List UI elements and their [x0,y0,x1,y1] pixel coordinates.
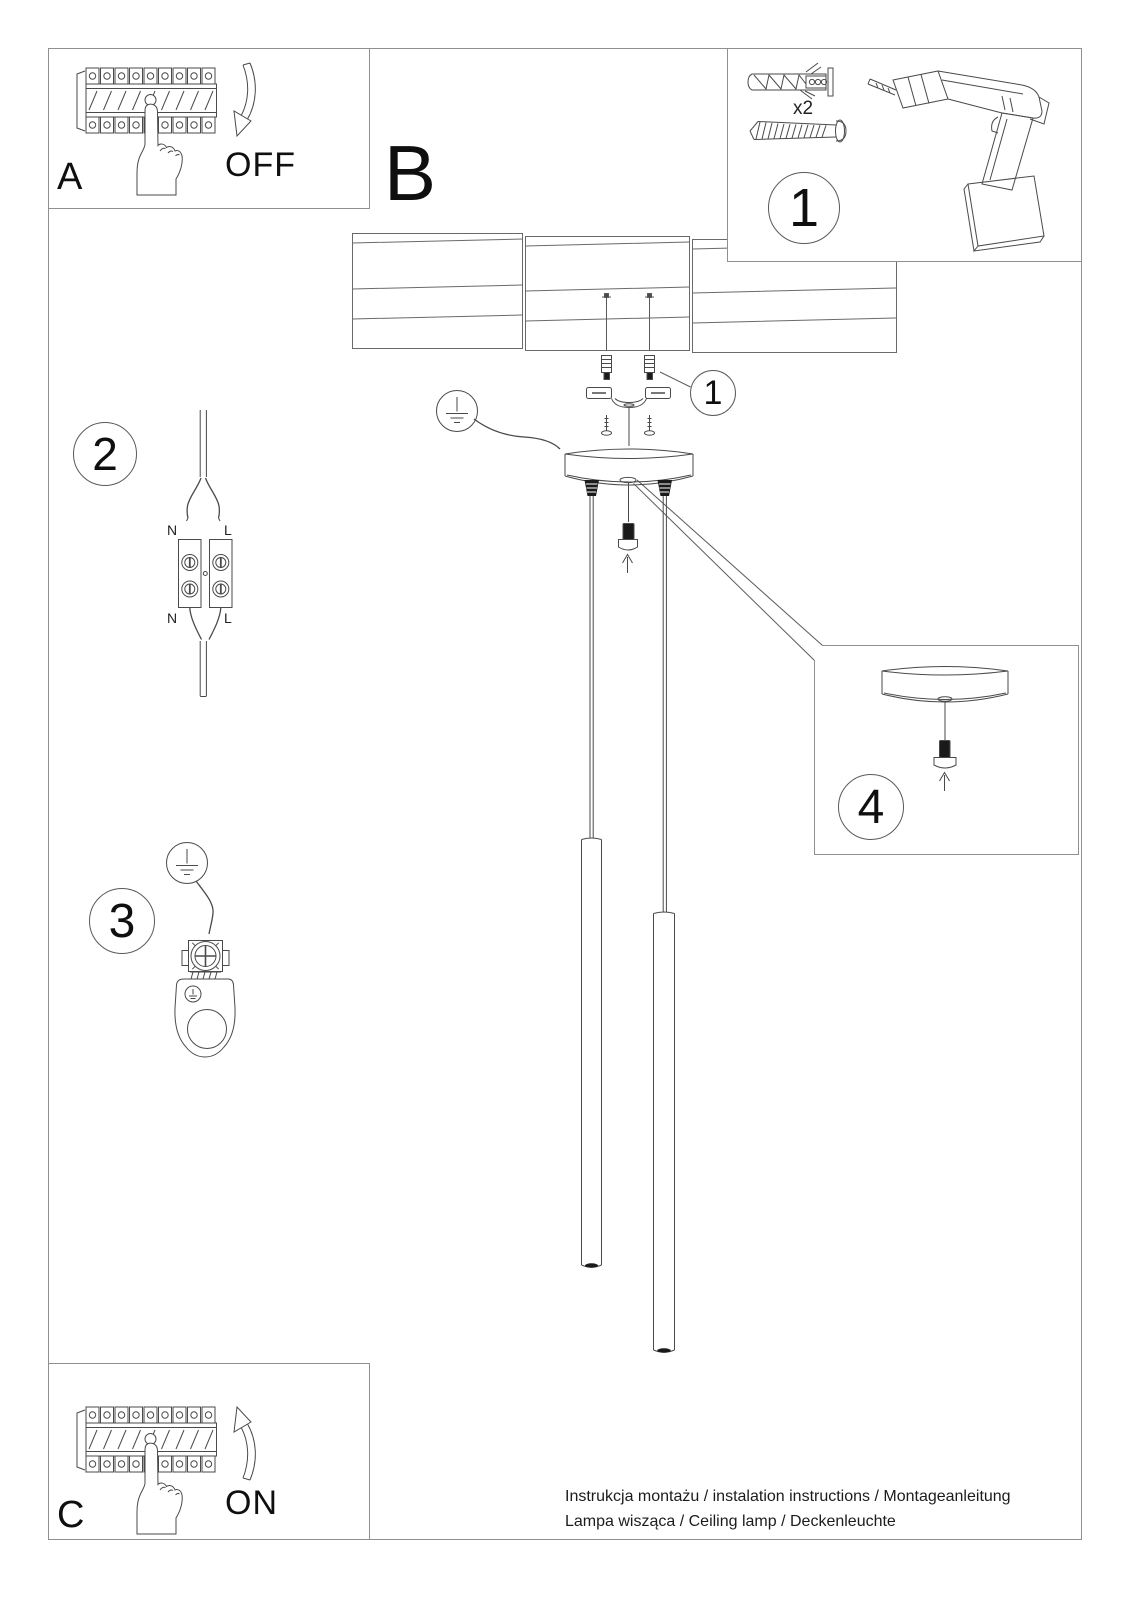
step-2-badge: 2 [73,422,137,486]
footer-line-1: Instrukcja montażu / instalation instructions / Montageanleitung [565,1488,1011,1505]
drill-position-marks [602,294,654,351]
earth-terminal-drawing [167,843,236,1058]
panel-boxes [49,49,1082,1540]
callout-1-badge: 1 [690,370,736,416]
section-b-letter: B [384,129,437,217]
pendant-tube-right [654,912,675,1353]
switch-on-label: ON [225,1484,278,1522]
footer-caption [565,1484,1035,1534]
terminal-label-l-top: L [224,522,232,538]
step-1-badge: 1 [768,172,840,244]
switch-off-label: OFF [225,146,296,184]
hardware-quantity-label: x2 [793,98,814,119]
terminal-label-l-bottom: L [224,610,232,626]
pendant-tube-left [582,838,602,1268]
mounting-bracket-icon [587,388,671,447]
earth-wire-drawing [474,419,560,449]
leader-lines-to-detail-4 [634,480,823,661]
callout-1-leader-line [660,372,691,387]
section-c-letter: C [57,1494,85,1536]
section-a-letter: A [57,156,83,198]
terminal-label-n-top: N [167,522,178,538]
terminal-block-wiring-drawing [179,410,233,697]
terminal-label-n-bottom: N [167,610,178,626]
footer-line-2: Lampa wisząca / Ceiling lamp / Deckenleuchte [565,1513,896,1530]
ground-symbol-icon [437,391,561,450]
set-screw-icon [619,482,638,573]
step-3-badge: 3 [89,888,155,954]
up-arrow-icon [623,555,633,574]
step-4-badge: 4 [838,774,904,840]
wall-plugs-and-screws-drawing [602,356,655,436]
